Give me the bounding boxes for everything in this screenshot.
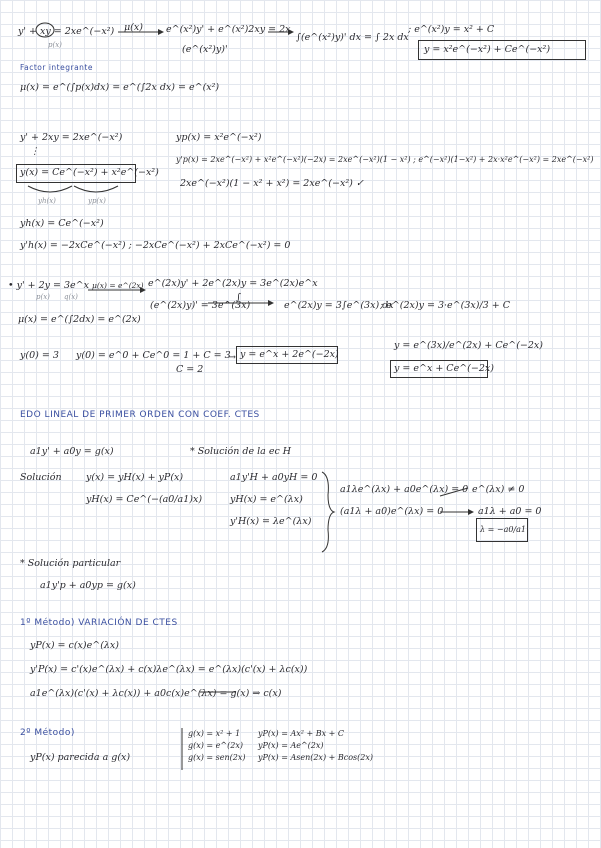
eq-homog: a1y'H + a0yH = 0 [230, 472, 318, 483]
label-q2: q(x) [64, 293, 78, 301]
heading-particular: * Solución particular [20, 558, 121, 569]
eq-result: ; e^(x²)y = x² + C [408, 24, 495, 35]
eq-yH-prime: y'H(x) = λe^(λx) [230, 516, 312, 527]
brace [322, 472, 334, 552]
label-mu2: μ(x) = e^(2x) [92, 281, 144, 290]
eq-deriv: (e^(x²)y)' [182, 44, 228, 55]
eq-res2: ; e^(2x)y = 3·e^(3x)/3 + C [380, 300, 510, 311]
eq-yH: yH(x) = Ce^(−(a0/a1)x) [86, 494, 203, 505]
eq-ic: y(0) = 3 [20, 350, 59, 361]
eq-similar: yP(x) parecida a g(x) [30, 752, 131, 763]
eq-yh: yh(x) = Ce^(−x²) [20, 218, 104, 229]
eq-check: 2xe^(−x²)(1 − x² + x²) = 2xe^(−x²) ✓ [180, 178, 364, 189]
arrow-head [268, 300, 274, 306]
eq-ic-eval: y(0) = e^0 + Ce^0 = 1 + C = 3 [76, 350, 231, 361]
eq-g3: g(x) = sen(2x) [188, 753, 246, 762]
eq-integral: ∫(e^(x²)y)' dx = ∫ 2x dx [296, 32, 409, 43]
eq-nonzero: e^(λx) ≠ 0 [472, 484, 525, 495]
eq-g1: g(x) = x² + 1 [188, 729, 241, 738]
eq-general2: y = e^x + Ce^(−2x) [394, 363, 494, 374]
eq-ode: y' + xy = 2xe^(−x²) [18, 26, 115, 37]
eq-int2: e^(2x)y = 3∫e^(3x) dx [284, 300, 394, 311]
eq-ode3: • y' + 2y = 3e^x [8, 280, 89, 291]
eq-mult2: e^(2x)y' + 2e^(2x)y = 3e^(2x)e^x [148, 278, 318, 289]
eq-char1: a1λe^(λx) + a0e^(λx) = 0 [340, 484, 469, 495]
label-yp: yp(x) [88, 197, 106, 205]
eq-mult: e^(x²)y' + e^(x²)2xy = 2x [166, 24, 291, 35]
eq-mu3: μ(x) = e^(∫2dx) = e^(2x) [18, 314, 141, 325]
eq-yP-var: yP(x) = c(x)e^(λx) [30, 640, 119, 651]
eq-particular-ode: a1y'p + a0yp = g(x) [40, 580, 136, 591]
eq-ode2: y' + 2xy = 2xe^(−x²) [20, 132, 123, 143]
integral-sign: ∫ [236, 292, 241, 303]
arrow-text: → [228, 352, 236, 363]
eq-mu: μ(x) = e^(∫p(x)dx) = e^(∫2x dx) = e^(x²) [20, 82, 220, 93]
eq-deriv2: (e^(2x)y)' = 3e^(3x) [150, 300, 251, 311]
eq-yp1: yP(x) = Ax² + Bx + C [258, 729, 345, 738]
eq-y2: y = e^(3x)/e^(2x) + Ce^(−2x) [394, 340, 543, 351]
eq-char3: a1λ + a0 = 0 [478, 506, 542, 517]
heading-integrating-factor: Factor integrante [20, 63, 93, 72]
section-heading: EDO LINEAL DE PRIMER ORDEN CON COEF. CTES [20, 410, 260, 420]
heading-homog: * Solución de la ec H [190, 446, 292, 457]
eq-ypprime: y'p(x) = 2xe^(−x²) + x²e^(−x²)(−2x) = 2xe^(−x²)(1 − x²) ; e^(−x²)(1−x²) + 2x·x²e^(−x²) = 2xe^(−x²) [176, 155, 594, 164]
label-solucion: Solución [20, 472, 62, 483]
eq-sub: a1e^(λx)(c'(x) + λc(x)) + a0c(x)e^(λx) = g(x) ⇒ c(x) [30, 688, 282, 699]
brace [74, 186, 118, 192]
eq-sol: y(x) = yH(x) + yP(x) [86, 472, 184, 483]
arrow-head [468, 509, 474, 515]
eq-yh-prime: y'h(x) = −2xCe^(−x²) ; −2xCe^(−x²) + 2xCe^(−x²) = 0 [20, 240, 291, 251]
eq-edo: a1y' + a0y = g(x) [30, 446, 114, 457]
label-p2: p(x) [36, 293, 50, 301]
eq-g2: g(x) = e^(2x) [188, 741, 243, 750]
eq-yp3: yP(x) = Asen(2x) + Bcos(2x) [258, 753, 373, 762]
label-mu: μ(x) [124, 22, 143, 33]
heading-method1: 1º Método) VARIACIÓN DE CTES [20, 618, 178, 628]
label-yh: yh(x) [38, 197, 56, 205]
eq-yp: yp(x) = x²e^(−x²) [176, 132, 262, 143]
dots: ⋮ [30, 146, 40, 157]
eq-yp2: yP(x) = Ae^(2x) [258, 741, 324, 750]
heading-method2: 2º Método) [20, 728, 75, 738]
label-p: p(x) [48, 41, 62, 49]
eq-yP-deriv: y'P(x) = c'(x)e^(λx) + c(x)λe^(λx) = e^(λx)(c'(x) + λc(x)) [30, 664, 308, 675]
eq-lambda: λ = −a0/a1 [480, 525, 526, 534]
eq-char2: (a1λ + a0)e^(λx) = 0 [340, 506, 444, 517]
eq-c: C = 2 [176, 364, 204, 375]
eq-yH-exp: yH(x) = e^(λx) [230, 494, 303, 505]
brace [28, 186, 72, 192]
eq-particular: y = e^x + 2e^(−2x) [240, 349, 339, 360]
eq-general: y(x) = Ce^(−x²) + x²e^(−x²) [20, 167, 159, 178]
eq-solution: y = x²e^(−x²) + Ce^(−x²) [424, 44, 551, 55]
arrow-head [158, 29, 164, 35]
